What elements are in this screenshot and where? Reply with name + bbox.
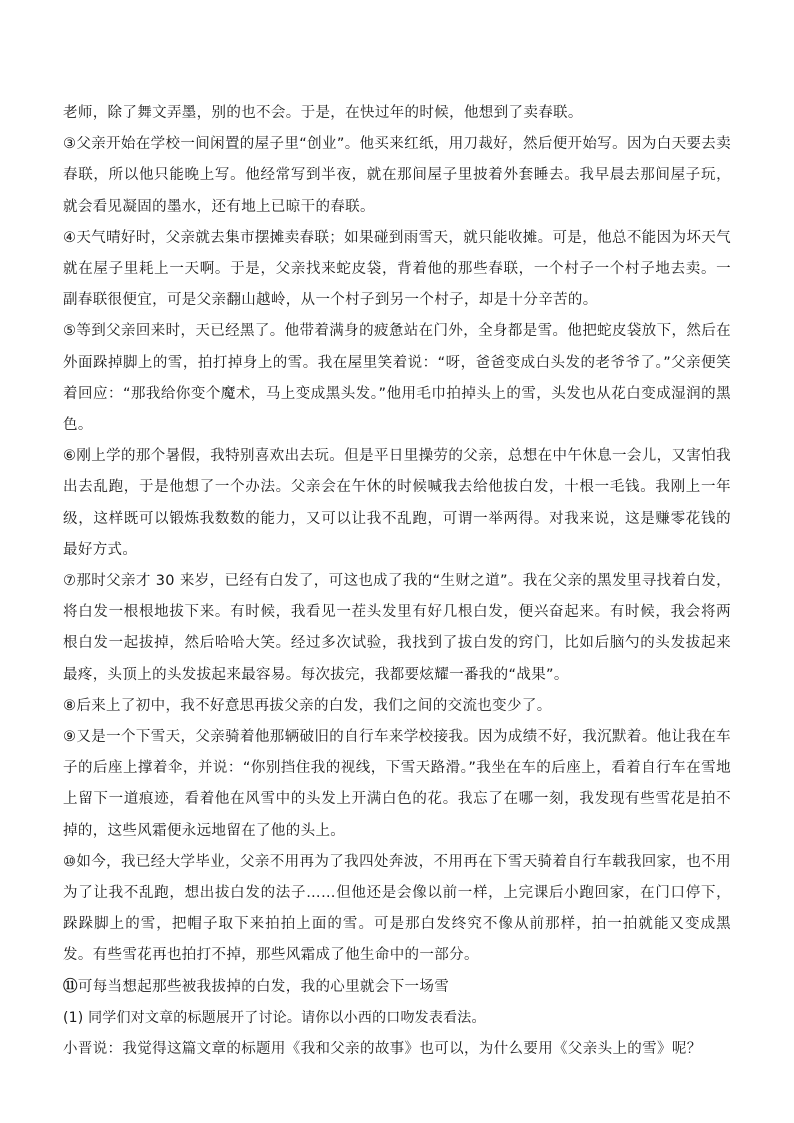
paragraph-10: ⑩如今，我已经大学毕业，父亲不用再为了我四处奔波，不用再在下雪天骑着自行车载我回家，也不用为了让我不乱跑，想出拔白发的法子……但他还是会像以前一样，上完课后小跑回家，在门口停下，跺跺脚上的雪，把帽子取下来拍拍上面的雪。可是那白发终究不像从前那样，拍一拍就能又变成黑发。有些雪花再也拍打不掉，那些风霜成了他生命中的一部分。 — [63, 853, 731, 964]
article-body — [63, 98, 731, 1065]
paragraph-6: ⑥刚上学的那个暑假，我特别喜欢出去玩。但是平日里操劳的父亲，总想在中午休息一会儿，又害怕我出去乱跑，于是他想了一个办法。父亲会在午休的时候喊我去给他拔白发，十根一毛钱。我刚上一年级，这样既可以锻炼我数数的能力，又可以让我不乱跑，可谓一举两得。对我来说，这是赚零花钱的最好方式。 — [63, 448, 731, 558]
paragraph-11-marker: ⑪ — [63, 978, 78, 995]
paragraph-5: ⑤等到父亲回来时，天已经黑了。他带着满身的疲惫站在门外，全身都是雪。他把蛇皮袋放下，然后在外面跺掉脚上的雪，拍打掉身上的雪。我在屋里笑着说：“呀，爸爸变成白头发的老爷爷了。”父亲便笑着回应：“那我给你变个魔术，马上变成黑头发。”他用毛巾拍掉头上的雪，头发也从花白变成湿润的黑色。 — [63, 323, 731, 434]
paragraph-11 — [63, 972, 731, 1003]
question-1-xiaojin: 小晋说：我觉得这篇文章的标题用《我和父亲的故事》也可以，为什么要用《父亲头上的雪》呢？ — [63, 1041, 702, 1058]
paragraph-8: ⑧后来上了初中，我不好意思再拔父亲的白发，我们之间的交流也变少了。 — [63, 697, 552, 714]
question-1: (1) 同学们对文章的标题展开了讨论。请你以小西的口吻发表看法。 — [63, 1009, 486, 1026]
paragraph-2-tail: 老师，除了舞文弄墨，别的也不会。于是，在快过年的时候，他想到了卖春联。 — [63, 105, 583, 121]
paragraph-4: ④天气晴好时，父亲就去集市摆摊卖春联；如果碰到雨雪天，就只能收摊。可是，他总不能因为坏天气就在屋子里耗上一天啊。于是，父亲找来蛇皮袋，背着他的那些春联，一个村子一个村子地去卖。一副春联很便宜，可是父亲翻山越岭，从一个村子到另一个村子，却是十分辛苦的。 — [63, 229, 731, 309]
paragraph-11-text: 可每当想起那些被我拔掉的白发，我的心里就会下一场雪 — [77, 978, 450, 995]
paragraph-3: ③父亲开始在学校一间闲置的屋子里“创业”。他买来红纸，用刀裁好，然后便开始写。因为白天要去卖春联，所以他只能晚上写。他经常写到半夜，就在那间屋子里披着外套睡去。我早晨去那间屋子玩，就会看见凝固的墨水，还有地上已晾干的春联。 — [63, 136, 731, 215]
paragraph-7: ⑦那时父亲才 30 来岁，已经有白发了，可这也成了我的“生财之道”。我在父亲的黑发里寻找着白发，将白发一根根地拔下来。有时候，我看见一茬头发里有好几根白发，便兴奋起来。有时候，我会将两根白发一起拔掉，然后哈哈大笑。经过多次试验，我找到了拔白发的窍门，比如后脑勺的头发拔起来最疼，头顶上的头发拔起来最容易。每次拔完，我都要炫耀一番我的“战果”。 — [63, 573, 731, 683]
paragraph-9: ⑨又是一个下雪天，父亲骑着他那辆破旧的自行车来学校接我。因为成绩不好，我沉默着。他让我在车子的后座上撑着伞，并说：“你别挡住我的视线，下雪天路滑。”我坐在车的后座上，看着自行车在雪地上留下一道痕迹，看着他在风雪中的头发上开满白色的花。我忘了在哪一刻，我发现有些雪花是拍不掉的，这些风霜便永远地留在了他的头上。 — [63, 729, 731, 839]
